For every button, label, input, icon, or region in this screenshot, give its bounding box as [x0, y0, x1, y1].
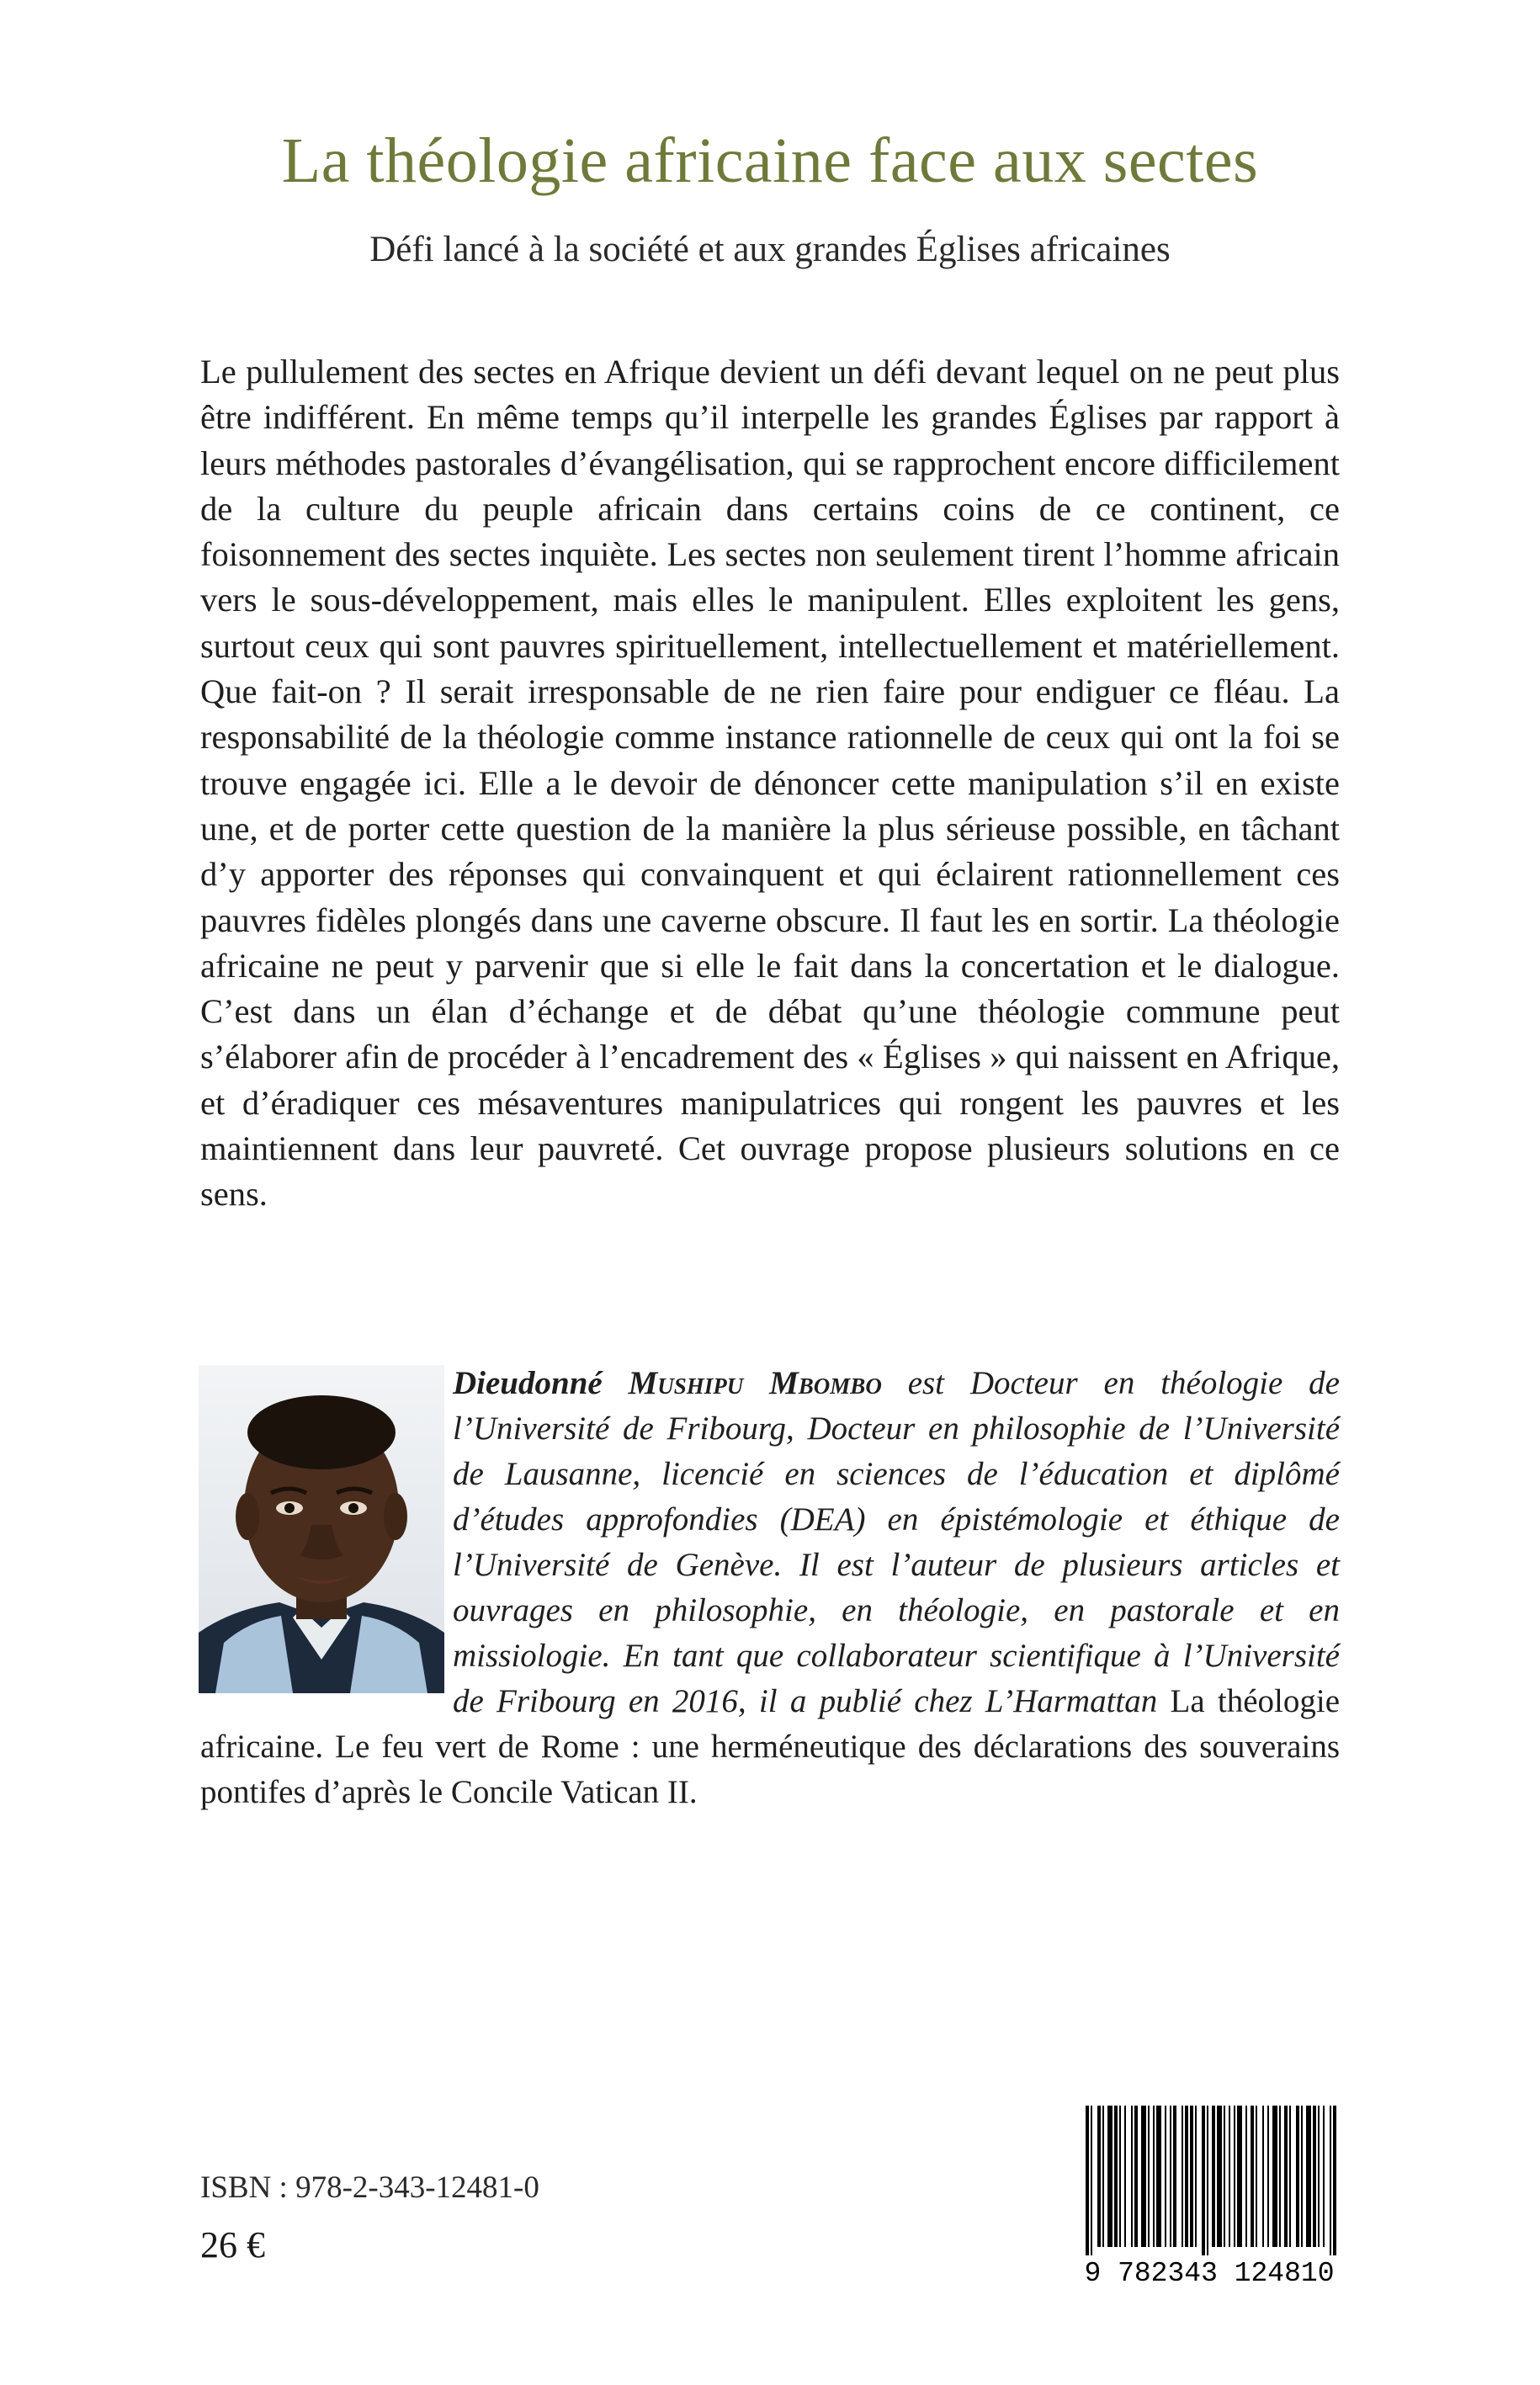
barcode-bar — [1301, 2106, 1303, 2247]
barcode — [1074, 2099, 1345, 2287]
author-book-title: La théologie africaine. Le feu vert de Rome : une herméneutique des déclarations des souverains pontifes d’après le Concile Vatican II. — [200, 1683, 1341, 1810]
barcode-bar — [1148, 2106, 1150, 2247]
barcode-bar — [1333, 2106, 1336, 2255]
barcode-bar — [1185, 2106, 1188, 2247]
barcode-bar — [1141, 2106, 1146, 2247]
barcode-bar — [1170, 2106, 1171, 2247]
barcode-bar — [1256, 2106, 1257, 2247]
barcode-bar — [1182, 2106, 1183, 2247]
barcode-bar — [1114, 2106, 1118, 2247]
book-subtitle: Défi lancé à la société et aux grandes Églises africaines — [369, 230, 1171, 269]
barcode-bar — [1124, 2106, 1126, 2247]
barcode-bar — [1229, 2106, 1230, 2247]
isbn-label: ISBN : 978-2-343-12481-0 — [200, 2170, 539, 2205]
barcode-bar — [1207, 2106, 1208, 2255]
barcode-bar — [1330, 2106, 1331, 2255]
barcode-bar — [1279, 2106, 1281, 2247]
barcode-bar — [1217, 2106, 1222, 2247]
barcode-bar — [1234, 2106, 1235, 2247]
barcode-bar — [1102, 2106, 1104, 2247]
author-bio — [200, 1361, 1340, 1815]
barcode-bar — [1195, 2106, 1197, 2247]
barcode-bar — [1224, 2106, 1225, 2247]
barcode-bar — [1313, 2106, 1316, 2247]
barcode-bar — [1091, 2106, 1092, 2255]
barcode-bar — [1272, 2106, 1277, 2247]
barcode-bar — [1237, 2106, 1242, 2247]
author-bio-text: est Docteur en théologie de l’Université de Fribourg, Docteur en philosophie de l’Université de Lausanne, licencié en sciences de l’éducation et diplômé d’études approfondies (DEA) en épistémologie et éthique de l’Université de Genève. Il est l’auteur de plusieurs articles et ouvrages en philosophie, en théologie, en pastorale et en missiologie. En tant que collaborateur scientifique à l’Université de Fribourg en 2016, il a publié chez L’Harmattan — [453, 1365, 1340, 1719]
book-title: La théologie africaine face aux sectes — [281, 125, 1259, 196]
barcode-bar — [1318, 2106, 1320, 2247]
barcode-bar — [1107, 2106, 1113, 2247]
barcode-bar — [1296, 2106, 1299, 2247]
author-first-name: Dieudonné — [453, 1365, 603, 1401]
barcode-bar — [1251, 2106, 1254, 2247]
barcode-bar — [1212, 2106, 1215, 2247]
barcode-bar — [1165, 2106, 1166, 2247]
book-summary: Le pullulement des sectes en Afrique devient un défi devant lequel on ne peut plus être indifférent. En même temps qu’il interpelle les grandes Églises par rapport à leurs méthodes pastorales d’évangélisation, qui se rapprochent encore difficilement de la culture du peuple africain dans certains coins de ce continent, ce foisonnement des sectes inquiète. Les sectes non seulement tirent l’homme africain vers le sous-développement, mais elles le manipulent. Elles exploitent les gens, surtout ceux qui sont pauvres spirituellement, intellectuellement et matériellement. Que fait-on ? Il serait irresponsable de ne rien faire pour endiguer ce fléau. La responsabilité de la théologie comme instance rationnelle de ceux qui ont la foi se trouve engagée ici. Elle a le devoir de dénoncer cette manipulation s’il en existe une, et de porter cette question de la manière la plus sérieuse possible, en tâchant d’y apporter des réponses qui convainquent et qui éclairent rationnellement ces pauvres fidèles plongés dans une caverne obscure. Il faut les en sortir. La théologie africaine ne peut y parvenir que si elle le fait dans la concertation et le dialogue. C’est dans un élan d’échange et de débat qu’une théologie commune peut s’élaborer afin de procéder à l’encadrement des « Églises » qui naissent en Afrique, et d’éradiquer ces mésaventures manipulatrices qui rongent les pauvres et les maintiennent dans leur pauvreté. Cet ouvrage propose plusieurs solutions en ce sens. — [200, 353, 1340, 1214]
barcode-bar — [1289, 2106, 1291, 2247]
barcode-bar — [1190, 2106, 1193, 2247]
barcode-bar — [1131, 2106, 1133, 2247]
barcode-bar — [1202, 2106, 1205, 2255]
barcode-bar — [1119, 2106, 1121, 2247]
barcode-bar — [1173, 2106, 1176, 2247]
barcode-bar — [1097, 2106, 1101, 2247]
barcode-bar — [1284, 2106, 1288, 2247]
barcode-bar — [1306, 2106, 1311, 2247]
barcode-bar — [1323, 2106, 1325, 2247]
barcode-bar — [1134, 2106, 1138, 2247]
barcode-digits: 9 782343 124810 — [1084, 2258, 1335, 2287]
barcode-bar — [1156, 2106, 1161, 2247]
barcode-bar — [1262, 2106, 1264, 2247]
price-label: 26 € — [200, 2224, 265, 2265]
barcode-bar — [1267, 2106, 1269, 2247]
barcode-bar — [1153, 2106, 1155, 2247]
barcode-bar — [1086, 2106, 1089, 2255]
author-last-name: Mushipu Mbombo — [628, 1365, 882, 1401]
barcode-bar — [1245, 2106, 1247, 2247]
